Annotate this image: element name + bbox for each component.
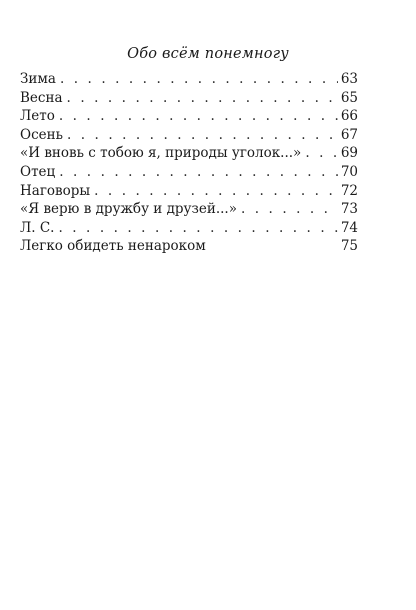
toc-entry — [20, 107, 358, 126]
toc-leader-dots — [59, 107, 338, 126]
toc-entry — [20, 70, 358, 89]
toc-entry-page: 67 — [340, 126, 358, 143]
toc-leader-dots — [67, 126, 338, 145]
toc-entry-title: «И вновь с тобою я, природы уголок...» — [20, 145, 302, 162]
toc-entry — [20, 182, 358, 201]
toc-leader-dots — [58, 219, 338, 238]
toc-entry-title: Легко обидеть ненароком — [20, 238, 206, 255]
toc-entry — [20, 237, 358, 256]
toc-entry — [20, 200, 358, 219]
toc-entry — [20, 144, 358, 163]
toc-entry-page: 75 — [340, 238, 358, 255]
toc-entry-title: Отец — [20, 163, 56, 180]
toc-entry-title: Л. С. — [20, 219, 55, 236]
toc-entry-title: Весна — [20, 89, 63, 106]
toc-entry-page: 69 — [340, 145, 358, 162]
toc-leader-dots — [59, 163, 338, 182]
toc-entry — [20, 89, 358, 108]
toc-entry-page: 72 — [340, 182, 358, 199]
toc-entry — [20, 163, 358, 182]
table-of-contents — [20, 70, 358, 256]
toc-leader-dots — [241, 200, 338, 219]
toc-leader-dots — [305, 144, 338, 163]
toc-entry-title: Наговоры — [20, 182, 91, 199]
toc-entry-page: 63 — [340, 71, 358, 87]
toc-entry-page: 65 — [340, 89, 358, 106]
toc-entry-title: Лето — [20, 108, 55, 125]
toc-entry-page: 74 — [340, 219, 358, 236]
toc-entry-title: Зима — [20, 71, 56, 87]
toc-leader-dots — [60, 70, 338, 89]
section-title: Обо всём понемногу — [127, 46, 289, 62]
toc-leader-dots — [67, 89, 338, 108]
toc-entry-title: «Я верю в дружбу и друзей...» — [20, 201, 237, 218]
toc-entry-page: 70 — [340, 163, 358, 180]
toc-entry-page: 66 — [340, 108, 358, 125]
toc-entry-title: Осень — [20, 126, 63, 143]
toc-leader-dots — [94, 182, 338, 201]
toc-entry-page: 73 — [340, 201, 358, 218]
toc-entry — [20, 126, 358, 145]
toc-entry — [20, 219, 358, 238]
